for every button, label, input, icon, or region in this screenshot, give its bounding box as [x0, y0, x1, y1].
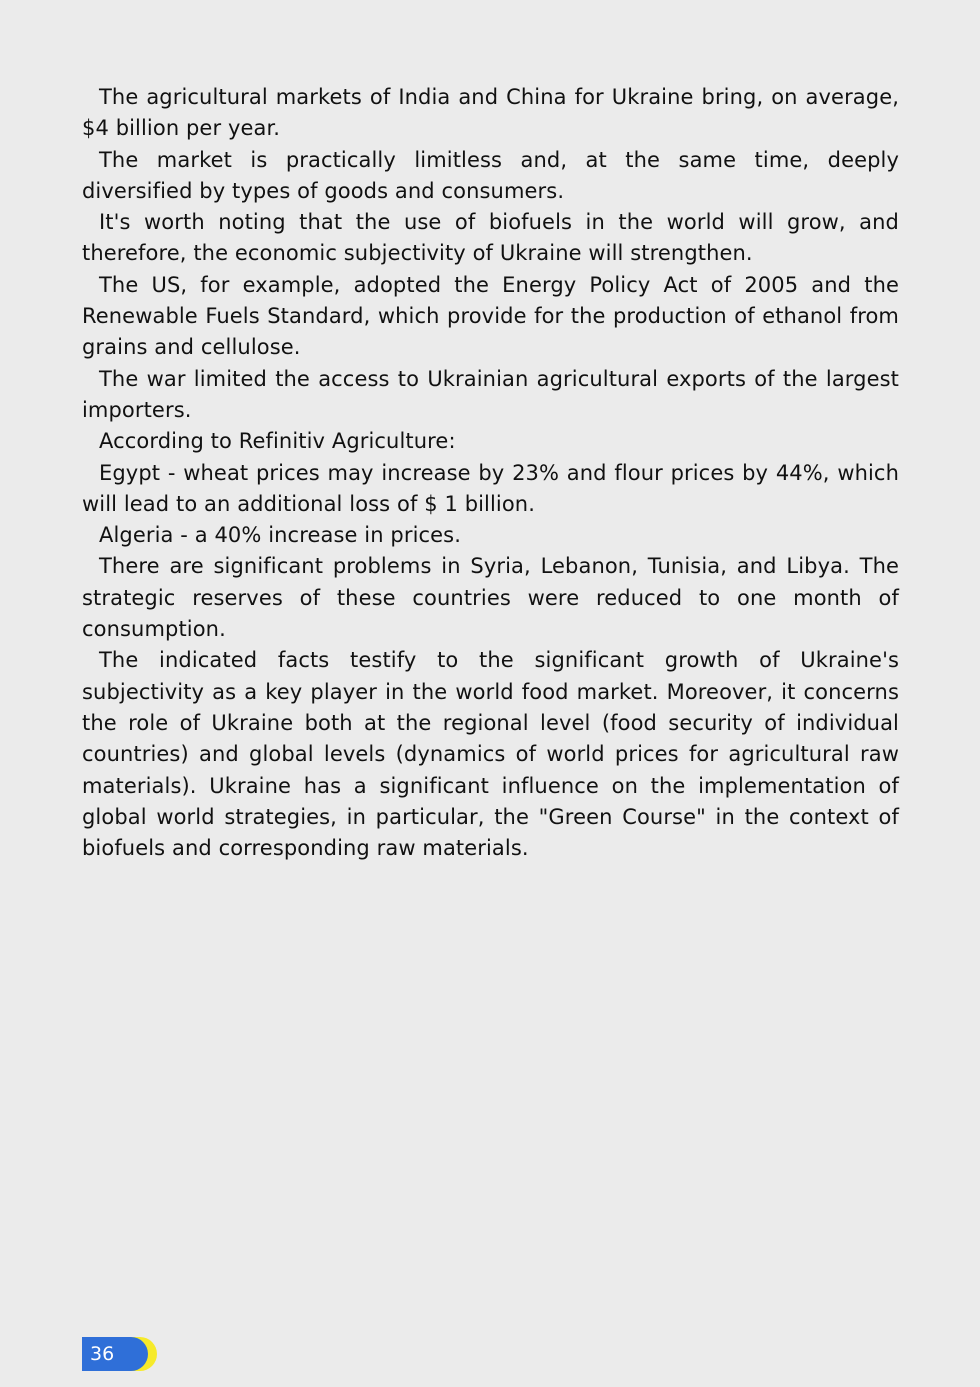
paragraph-us-energy-policy: The US, for example, adopted the Energy Policy Act of 2005 and the Renewable Fuels Standard, which provide for the production of ethanol from grains and cellulose. — [82, 272, 899, 360]
page-number-badge — [82, 1337, 158, 1371]
paragraph-market-limitless: The market is practically limitless and, at the same time, deeply diversified by types of goods and consumers. — [82, 147, 899, 203]
paragraph-biofuels-growth: It's worth noting that the use of biofuels in the world will grow, and therefore, the economic subjectivity of Ukraine will strengthen. — [82, 210, 899, 266]
page-body — [82, 82, 899, 864]
paragraph-conclusion: The indicated facts testify to the significant growth of Ukraine's subjectivity as a key player in the world food market. Moreover, it concerns the role of Ukraine both at the regional level (food security of individual countries) and global levels (dynamics of world prices for agricultural raw materials). Ukraine has a significant influence on the implementation of global world strategies, in particular, the "Green Course" in the context of biofuels and corresponding raw materials. — [82, 648, 899, 861]
paragraph-algeria: Algeria - a 40% increase in prices. — [99, 523, 461, 548]
paragraph-syria-lebanon: There are significant problems in Syria, Lebanon, Tunisia, and Libya. The strategic reserves of these countries were reduced to one month of consumption. — [82, 554, 899, 642]
paragraph-refinitiv-intro: According to Refinitiv Agriculture: — [99, 429, 456, 454]
paragraph-war-limited-access: The war limited the access to Ukrainian agricultural exports of the largest importers. — [82, 366, 899, 422]
paragraph-egypt: Egypt - wheat prices may increase by 23% and flour prices by 44%, which will lead to an additional loss of $ 1 billion. — [82, 460, 899, 516]
paragraph-india-china-markets: The agricultural markets of India and China for Ukraine bring, on average, $4 billion per year. — [82, 85, 899, 141]
page-number: 36 — [90, 1343, 115, 1365]
